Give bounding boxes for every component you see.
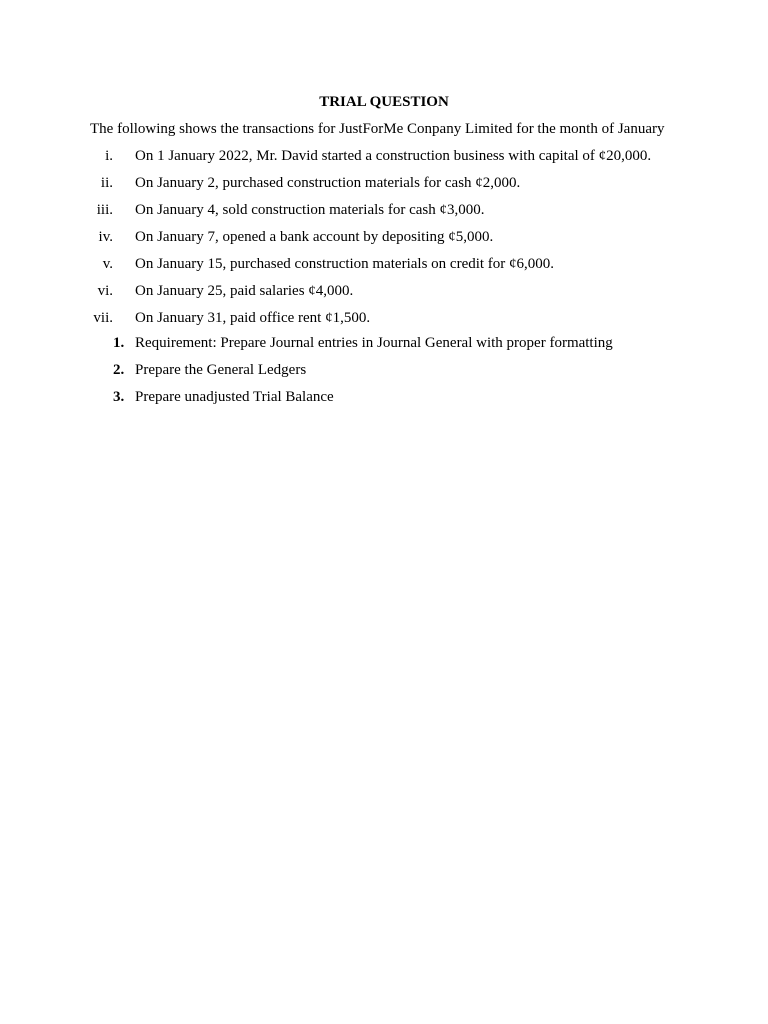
list-item xyxy=(0,255,768,282)
intro-paragraph: The following shows the transactions for JustForMe Conpany Limited for the month of January xyxy=(90,121,665,137)
list-item-text: On January 15, purchased construction materials on credit for ¢6,000. xyxy=(135,256,555,272)
list-item-text: On January 2, purchased construction materials for cash ¢2,000. xyxy=(135,175,521,191)
list-item xyxy=(0,282,768,309)
list-item xyxy=(0,201,768,228)
list-item-text: Prepare the General Ledgers xyxy=(135,362,307,378)
list-marker: v. xyxy=(102,256,113,272)
document-title: TRIAL QUESTION xyxy=(319,94,449,110)
list-item-text: On 1 January 2022, Mr. David started a construction business with capital of ¢20,000. xyxy=(135,148,652,164)
list-item-text: On January 25, paid salaries ¢4,000. xyxy=(135,283,354,299)
list-item-text: On January 31, paid office rent ¢1,500. xyxy=(135,310,371,326)
list-item xyxy=(0,334,768,361)
list-marker: vi. xyxy=(97,283,113,299)
list-marker: i. xyxy=(105,148,113,164)
list-item xyxy=(0,388,768,415)
list-item xyxy=(0,309,768,336)
list-marker: ii. xyxy=(100,175,113,191)
requirements-list xyxy=(0,334,768,415)
list-item-text: On January 7, opened a bank account by depositing ¢5,000. xyxy=(135,229,494,245)
list-item-text: Prepare unadjusted Trial Balance xyxy=(135,389,334,405)
list-item xyxy=(0,228,768,255)
list-marker: 3. xyxy=(113,389,125,405)
list-item xyxy=(0,147,768,174)
list-marker: 2. xyxy=(113,362,125,378)
list-item-text: Requirement: Prepare Journal entries in Journal General with proper formatting xyxy=(135,335,613,351)
list-marker: vii. xyxy=(93,310,113,326)
list-marker: iii. xyxy=(96,202,113,218)
list-item-text: On January 4, sold construction materials for cash ¢3,000. xyxy=(135,202,485,218)
list-marker: 1. xyxy=(113,335,125,351)
list-marker: iv. xyxy=(98,229,113,245)
transactions-list xyxy=(0,147,768,336)
list-item xyxy=(0,361,768,388)
list-item xyxy=(0,174,768,201)
